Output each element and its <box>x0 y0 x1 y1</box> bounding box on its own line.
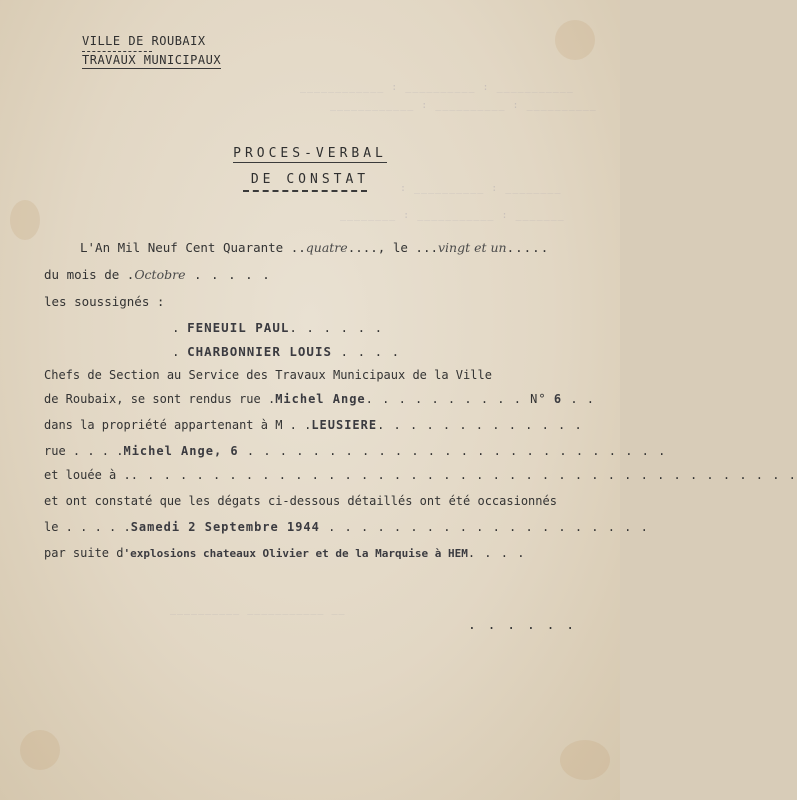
bleed-through-text: ____________ : __________ : ___________ <box>300 82 574 93</box>
paper-stain <box>560 740 610 780</box>
address-field: Michel Ange, 6 <box>123 444 239 458</box>
line-street: de Roubaix, se sont rendus rue .Michel Ange. . . . . . . . . . N° 6 . . <box>44 392 595 406</box>
bleed-through-text: ________ : ___________ : _______ <box>340 210 565 221</box>
municipality-header <box>82 34 221 69</box>
paper-stain <box>555 20 595 60</box>
day-field: vingt et un <box>438 240 507 255</box>
document-subtitle: DE CONSTAT <box>250 172 370 187</box>
owner-field: LEUSIERE <box>311 418 378 432</box>
line-signatory-1: . FENEUIL PAUL. . . . . . <box>172 320 384 335</box>
line-date: le . . . . .Samedi 2 Septembre 1944 . . . . . . . . . . . . . . . . . . . . <box>44 520 649 534</box>
bleed-through-text: __________ ___________ __ <box>170 604 346 615</box>
closing-dots: . . . . . . <box>468 618 577 633</box>
line-owner: dans la propriété appartenant à M . .LEUSIERE. . . . . . . . . . . . . <box>44 418 583 432</box>
line-month: du mois de .Octobre . . . . . <box>44 267 271 282</box>
line-chefs-section: Chefs de Section au Service des Travaux Municipaux de la Ville <box>44 368 492 382</box>
line-damage-statement: et ont constaté que les dégats ci-dessous détaillés ont été occasionnés <box>44 494 557 508</box>
line-year: L'An Mil Neuf Cent Quarante ..quatre...., le ...vingt et un..... <box>80 240 550 255</box>
paper-stain <box>10 200 40 240</box>
line-signatory-2: . CHARBONNIER LOUIS . . . . <box>172 344 401 359</box>
paper-stain <box>20 730 60 770</box>
document-title: PROCES-VERBAL <box>233 146 387 161</box>
header-department: TRAVAUX MUNICIPAUX <box>82 53 222 67</box>
header-city: VILLE DE ROUBAIX <box>82 34 206 48</box>
damage-date-field: Samedi 2 Septembre 1944 <box>130 520 320 534</box>
street-field: Michel Ange <box>275 392 366 406</box>
header-separator <box>82 51 152 52</box>
line-cause: par suite d'explosions chateaux Olivier et de la Marquise à HEM. . . . <box>44 546 526 560</box>
signatory-2-name: CHARBONNIER LOUIS <box>187 344 332 359</box>
line-rented-to: et louée à .. . . . . . . . . . . . . . . . . . . . . . . . . . . . . . . . . . . . . . . . . <box>44 468 797 482</box>
line-address: rue . . . .Michel Ange, 6 . . . . . . . . . . . . . . . . . . . . . . . . . . <box>44 444 667 458</box>
street-number-field: 6 <box>553 392 563 406</box>
year-field: quatre <box>305 240 348 255</box>
month-field: Octobre <box>134 267 186 282</box>
bleed-through-text: ____________ : __________ : __________ <box>330 100 597 111</box>
bleed-through-text: : __________ : ________ <box>400 183 562 194</box>
cause-field: 'explosions chateaux Olivier et de la Marquise à HEM <box>123 547 468 560</box>
title-underline <box>243 190 367 192</box>
signatory-1-name: FENEUIL PAUL <box>187 320 290 335</box>
line-signatories-label: les soussignés : <box>44 294 165 309</box>
